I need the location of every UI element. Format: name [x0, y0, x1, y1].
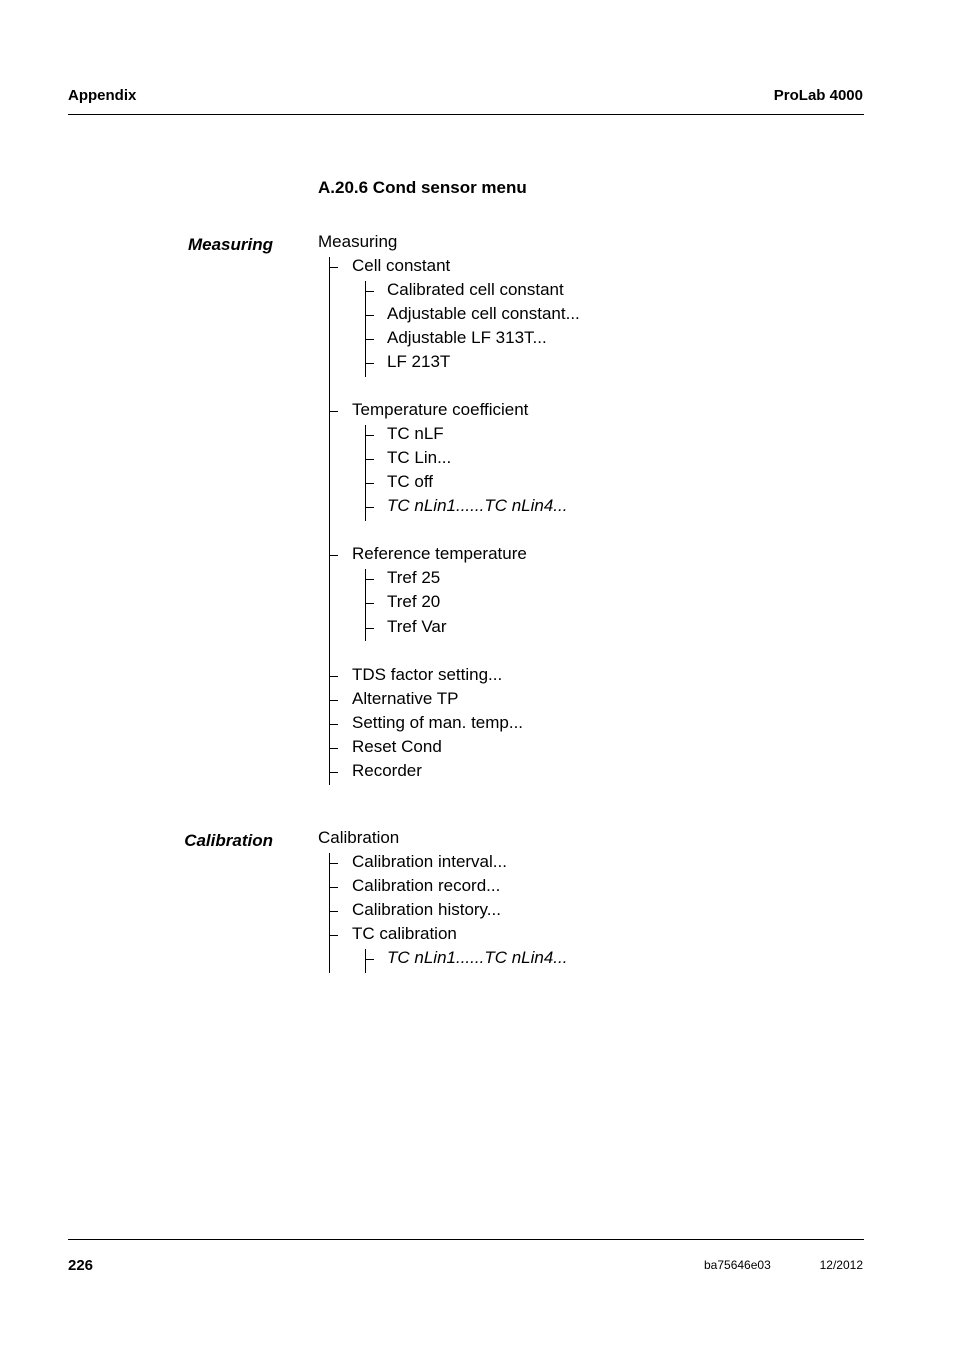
- footer-rule: [68, 1239, 864, 1240]
- tree-branch: [366, 579, 374, 580]
- tree-branch: [330, 772, 338, 773]
- tree-subitem: TC nLin1......TC nLin4...: [387, 948, 568, 967]
- tree-branch: [366, 315, 374, 316]
- tree-subitem: Adjustable cell constant...: [387, 304, 580, 323]
- tree-branch: [366, 459, 374, 460]
- tc-calibration-subtree-line: [365, 949, 366, 973]
- tree-branch: [366, 483, 374, 484]
- doc-date: 12/2012: [819, 1258, 863, 1272]
- measuring-root: Measuring: [318, 232, 398, 251]
- tree-subitem: Tref Var: [387, 617, 447, 636]
- tree-subitem: LF 213T: [387, 352, 451, 371]
- tree-branch: [330, 555, 338, 556]
- tree-branch: [330, 267, 338, 268]
- header-rule: [68, 114, 864, 115]
- tree-item-reset-cond: Reset Cond: [352, 737, 442, 756]
- tree-branch: [366, 363, 374, 364]
- measuring-tree-line: [329, 257, 330, 785]
- tree-subitem: TC nLin1......TC nLin4...: [387, 496, 568, 515]
- tree-branch: [330, 935, 338, 936]
- tree-subitem: Calibrated cell constant: [387, 280, 564, 299]
- tree-branch: [330, 748, 338, 749]
- section-title: A.20.6 Cond sensor menu: [318, 178, 527, 197]
- tree-branch: [330, 676, 338, 677]
- tree-item-recorder: Recorder: [352, 761, 422, 780]
- tree-branch: [366, 435, 374, 436]
- header-right: ProLab 4000: [773, 87, 863, 104]
- tree-branch: [330, 863, 338, 864]
- tree-branch: [366, 959, 374, 960]
- calibration-root: Calibration: [318, 828, 400, 847]
- tree-subitem: Adjustable LF 313T...: [387, 328, 547, 347]
- tree-item-alternative-tp: Alternative TP: [352, 689, 459, 708]
- tree-branch: [330, 411, 338, 412]
- tree-item-calibration-record: Calibration record...: [352, 876, 501, 895]
- tree-item-calibration-history: Calibration history...: [352, 900, 501, 919]
- tree-subitem: Tref 20: [387, 592, 441, 611]
- tree-subitem: TC Lin...: [387, 448, 452, 467]
- tree-branch: [330, 911, 338, 912]
- tree-item-cell-constant: Cell constant: [352, 256, 451, 275]
- tree-subitem: TC off: [387, 472, 433, 491]
- tree-item-tc-calibration: TC calibration: [352, 924, 457, 943]
- tree-subitem: Tref 25: [387, 568, 441, 587]
- tree-item-temperature-coefficient: Temperature coefficient: [352, 400, 529, 419]
- tree-item-tds-factor: TDS factor setting...: [352, 665, 503, 684]
- tree-branch: [366, 603, 374, 604]
- tree-branch: [366, 507, 374, 508]
- doc-id: ba75646e03: [704, 1258, 771, 1272]
- tree-branch: [330, 887, 338, 888]
- tree-item-calibration-interval: Calibration interval...: [352, 852, 507, 871]
- tree-item-man-temp: Setting of man. temp...: [352, 713, 524, 732]
- measuring-side-label: Measuring: [187, 235, 273, 254]
- tree-branch: [330, 724, 338, 725]
- header-left: Appendix: [68, 87, 137, 104]
- calibration-tree-line: [329, 853, 330, 973]
- tree-item-reference-temperature: Reference temperature: [352, 544, 527, 563]
- tree-branch: [366, 291, 374, 292]
- tree-branch: [366, 628, 374, 629]
- tree-branch: [330, 700, 338, 701]
- tree-branch: [366, 339, 374, 340]
- calibration-side-label: Calibration: [184, 831, 273, 850]
- page-number: 226: [68, 1257, 94, 1274]
- tree-subitem: TC nLF: [387, 424, 444, 443]
